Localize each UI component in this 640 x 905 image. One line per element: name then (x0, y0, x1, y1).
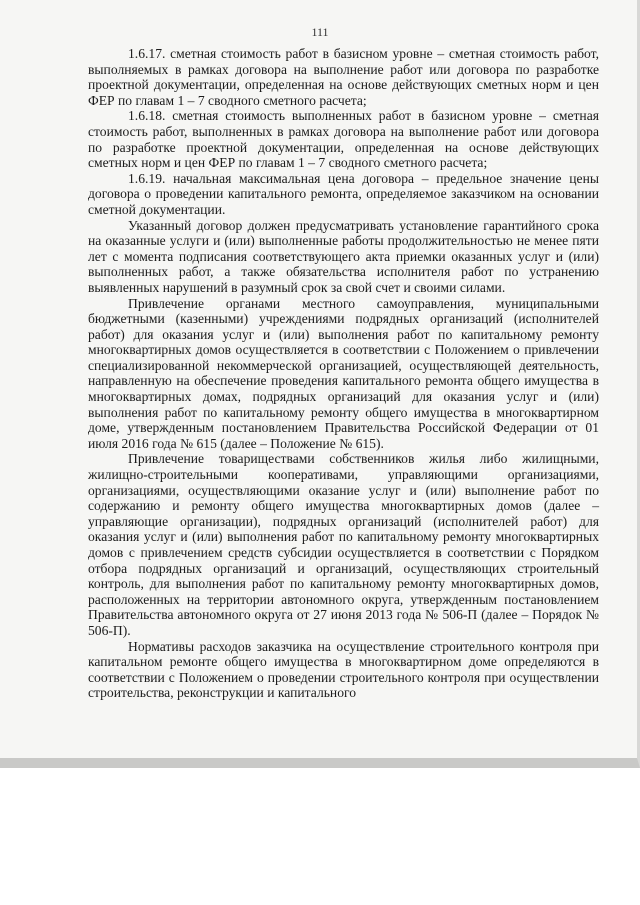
paragraph-1-6-18: 1.6.18. сметная стоимость выполненных работ в базисном уровне – сметная стоимость работ, выполненных в рамках договора на выполнение работ или договора по разработке проектной документации, определенная на основе действующих сметных норм и цен ФЕР по главам 1 – 7 сводного сметного расчета; (88, 108, 599, 171)
paragraph-1-6-19: 1.6.19. начальная максимальная цена договора – предельное значение цены договора о проведении капитального ремонта, определяемое заказчиком на основании сметной документации. (88, 170, 599, 217)
page-number: 111 (311, 25, 329, 39)
paragraph-warranty: Указанный договор должен предусматривать установление гарантийного срока на оказанные услуги и (или) выполненные работы продолжительностью не менее пяти лет с момента подписания соответствующего акта приемки оказанных услуг и (или) выполненных работ, а также обязательства исполнителя работ по устранению выявленных нарушений в разумный срок за свой счет и своими силами. (88, 217, 599, 295)
paragraph-1-6-17: 1.6.17. сметная стоимость работ в базисном уровне – сметная стоимость работ, выполняемых в рамках договора на выполнение работ или договора по разработке проектной документации, определенная на основе действующих сметных норм и цен ФЕР по главам 1 – 7 сводного сметного расчета; (88, 46, 599, 108)
paragraph-municipal-contractors: Привлечение органами местного самоуправления, муниципальными бюджетными (казенными) учреждениями подрядных организаций (исполнителей работ) для оказания услуг и (или) выполнения работ по капитальному ремонту многоквартирных домов осуществляется в соответствии с Положением о привлечении специализированной некоммерческой организацией, осуществляющей деятельность, направленную на обеспечение проведения капитального ремонта общего имущества в многоквартирных домах, подрядных организаций для оказания услуг и (или) выполнения работ по капитальному ремонту общего имущества в многоквартирном доме, утвержденным постановлением Правительства Российской Федерации от 01 июля 2016 года № 615 (далее – Положение № 615). (88, 295, 599, 451)
paragraph-hoa-contractors: Привлечение товариществами собственников жилья либо жилищными, жилищно-строительными кооперативами, управляющими организациями, организациями, осуществляющими оказание услуг и (или) выполнение работ по содержанию и ремонту общего имущества многоквартирных домов (далее – управляющие организации), подрядных организаций (исполнителей работ) для оказания услуг и (или) выполнения работ по капитальному ремонту многоквартирных домов с привлечением средств субсидии осуществляется в соответствии с Порядком отбора подрядных организаций и организаций, осуществляющих строительный контроль, для выполнения работ по капитальному ремонту многоквартирных домов, расположенных на территории автономного округа, утвержденным постановлением Правительства автономного округа от 27 июня 2013 года № 506-П (далее – Порядок № 506-П). (88, 451, 599, 638)
document-body (88, 46, 599, 701)
paragraph-control-norms: Нормативы расходов заказчика на осуществление строительного контроля при капитальном ремонте общего имущества в многоквартирном доме определяются в соответствии с Положением о проведении строительного контроля при осуществлении строительства, реконструкции и капитального (88, 638, 599, 701)
